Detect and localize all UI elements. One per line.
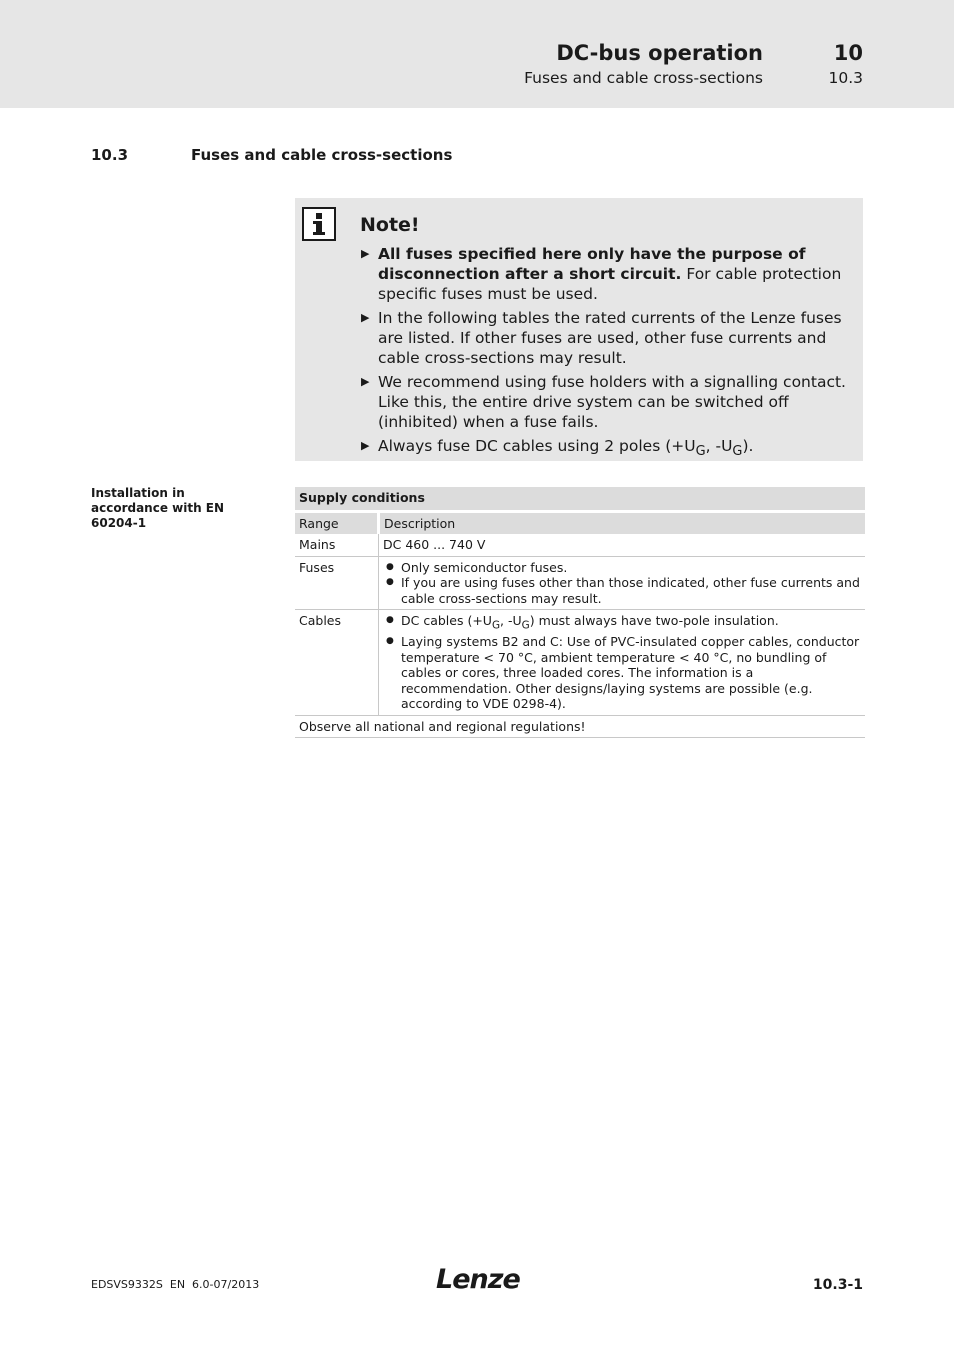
subscript: G [491, 619, 501, 632]
description-cell [379, 556, 866, 610]
section-number: 10.3 [91, 146, 129, 164]
note-item [361, 308, 859, 368]
table-caption-row [295, 487, 865, 511]
table-footer-note: Observe all national and regional regulations! [295, 715, 865, 738]
range-cell: Fuses [295, 556, 379, 610]
note-item-text: Always fuse DC cables using 2 poles (+U [378, 437, 696, 455]
table-header-row [295, 511, 865, 534]
info-icon [302, 207, 336, 241]
bullet-list [383, 560, 861, 607]
list-item-text: If you are using fuses other than those indicated, other fuse currents and cable cross-sections may result. [401, 575, 860, 606]
note-item-bold: All fuses specified here only have the purpose of disconnection after a short circuit. [378, 245, 806, 283]
arrow-right-icon: ▶ [361, 439, 370, 452]
list-item [383, 634, 861, 712]
chapter-subtitle: Fuses and cable cross-sections [524, 69, 763, 87]
list-item-text: , -U [500, 613, 522, 628]
note-item-text: , -U [705, 437, 733, 455]
side-label: Installation in accordance with EN 60204-1 [91, 486, 225, 530]
arrow-right-icon: ▶ [361, 375, 370, 388]
bullet-icon: ● [386, 561, 394, 572]
list-item-text: ) must always have two-pole insulation. [529, 613, 779, 628]
bullet-list [383, 613, 861, 712]
subscript: G [695, 444, 706, 460]
range-cell: Cables [295, 610, 379, 716]
note-box [295, 198, 863, 461]
list-item [383, 560, 861, 576]
note-list [361, 244, 859, 466]
chapter-number: 10 [833, 41, 863, 65]
table-footer-row [295, 715, 865, 738]
arrow-right-icon: ▶ [361, 311, 370, 324]
description-cell [379, 610, 866, 716]
note-item [361, 244, 859, 304]
bullet-icon: ● [386, 615, 394, 625]
chapter-title: DC-bus operation [556, 41, 763, 65]
bullet-icon: ● [386, 636, 394, 646]
header-band [0, 0, 954, 108]
note-item [361, 372, 859, 432]
note-item-text: For cable protection specific fuses must be used. [378, 265, 842, 303]
subscript: G [521, 619, 530, 632]
header-section-number: 10.3 [828, 69, 863, 87]
list-item-text: Laying systems B2 and C: Use of PVC-insulated copper cables, conductor temperature < 70 °C, ambient temperature < 40 °C, no bundling of cables or cores, three loaded cores. The information is a recommendation. Other designs/laying systems are possible (e.g. according to VDE 0298-4). [401, 634, 860, 711]
section-title: Fuses and cable cross-sections [191, 146, 453, 164]
note-item-text: We recommend using fuse holders with a signalling contact. Like this, the entire drive system can be switched off (inhibited) when a fuse fails. [378, 373, 846, 431]
table-row [295, 610, 865, 716]
table-caption: Supply conditions [295, 487, 865, 511]
page-number: 10.3-1 [812, 1277, 863, 1293]
document-id: EDSVS9332S EN 6.0-07/2013 [91, 1278, 260, 1291]
list-item [383, 613, 861, 634]
note-title: Note! [360, 214, 420, 236]
lenze-logo: Lenze [436, 1264, 520, 1295]
note-item-text: ). [742, 437, 754, 455]
column-header-range: Range [295, 511, 379, 534]
table-row [295, 534, 865, 556]
list-item-text: DC cables (+U [401, 613, 492, 628]
column-header-description: Description [379, 511, 866, 534]
description-cell: DC 460 ... 740 V [379, 534, 866, 556]
bullet-icon: ● [386, 577, 394, 587]
range-cell: Mains [295, 534, 379, 556]
arrow-right-icon: ▶ [361, 247, 370, 260]
supply-conditions-table [295, 487, 865, 738]
list-item [383, 575, 861, 606]
note-item-text: In the following tables the rated currents of the Lenze fuses are listed. If other fuses are used, other fuse currents and cable cross-sections may result. [378, 309, 842, 367]
table-row [295, 556, 865, 610]
list-item-text: Only semiconductor fuses. [401, 559, 568, 575]
subscript: G [732, 444, 743, 460]
note-item [361, 436, 859, 462]
